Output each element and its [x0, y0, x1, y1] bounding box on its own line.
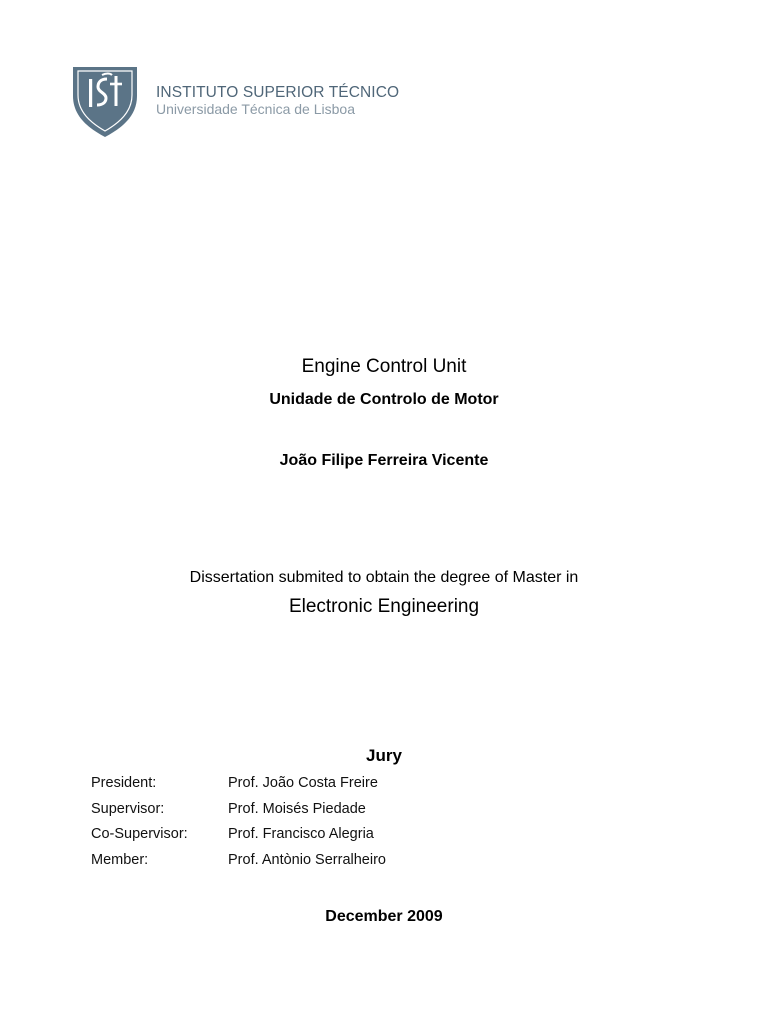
- institution-header: [72, 66, 412, 140]
- author-name: João Filipe Ferreira Vicente: [279, 452, 489, 469]
- jury-member-name: Prof. Francisco Alegria: [228, 826, 374, 842]
- degree-name: Electronic Engineering: [288, 596, 480, 617]
- jury-member-row: [91, 801, 591, 827]
- jury-member-row: [91, 826, 591, 852]
- jury-member-row: [91, 775, 591, 801]
- jury-member-name: Prof. João Costa Freire: [228, 775, 378, 791]
- jury-role: Member:: [91, 851, 149, 868]
- submission-date: December 2009: [325, 908, 443, 925]
- jury-list: [91, 775, 591, 877]
- thesis-title: Engine Control Unit: [301, 356, 467, 377]
- institution-name: INSTITUTO SUPERIOR TÉCNICO: [156, 84, 400, 101]
- ist-shield-logo-icon: [72, 66, 138, 138]
- jury-role: Co-Supervisor:: [91, 826, 188, 842]
- jury-member-name: Prof. Moisés Piedade: [228, 800, 366, 817]
- dissertation-statement: Dissertation submited to obtain the degree of Master in: [189, 569, 579, 586]
- jury-role: President:: [91, 775, 157, 791]
- jury-role: Supervisor:: [91, 800, 165, 817]
- jury-member-name: Prof. Antònio Serralheiro: [228, 851, 386, 868]
- thesis-subtitle: Unidade de Controlo de Motor: [269, 391, 499, 408]
- university-name: Universidade Técnica de Lisboa: [156, 101, 355, 117]
- jury-heading: Jury: [366, 746, 402, 765]
- jury-member-row: [91, 852, 591, 878]
